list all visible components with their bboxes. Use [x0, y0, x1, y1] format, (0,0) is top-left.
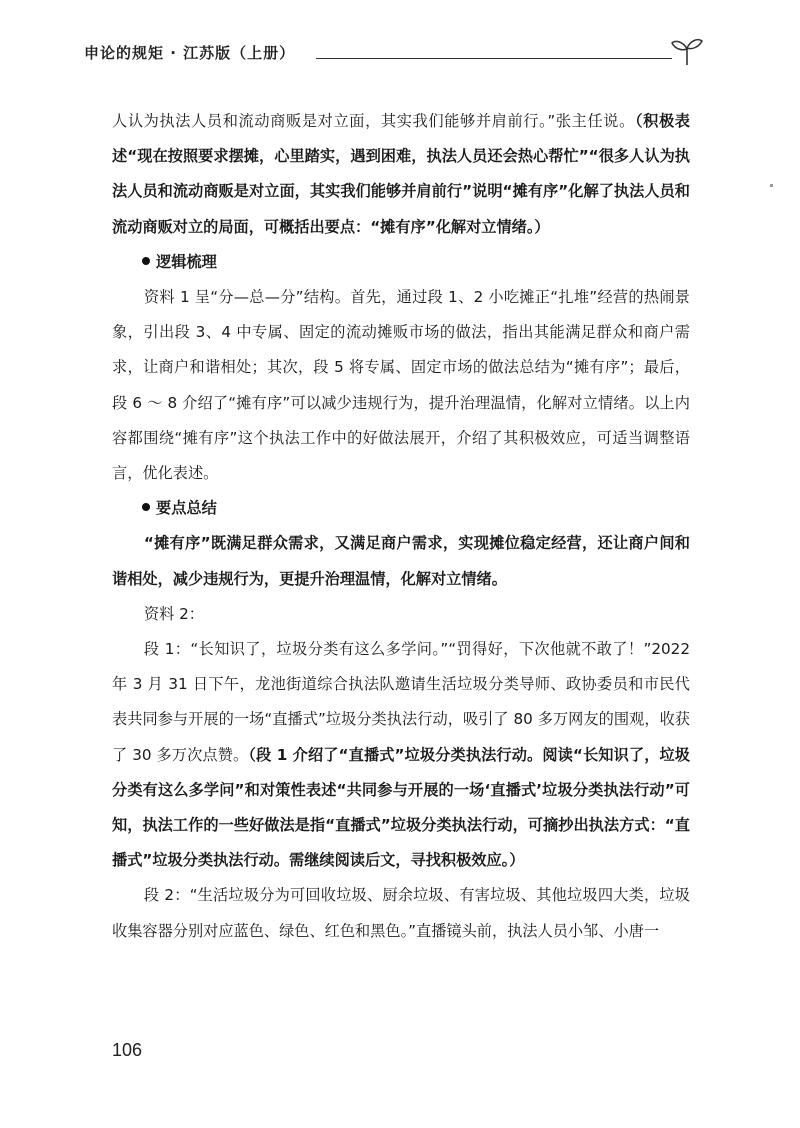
bullet-icon: [142, 257, 150, 265]
scan-speck: [770, 184, 773, 187]
paragraph-text: “摊有序”既满足群众需求，又满足商户需求，实现摊位稳定经营，还让商户间和谐相处，减少违规行为，更提升治理温情，化解对立情绪。: [112, 534, 690, 588]
bullet-icon: [142, 503, 150, 511]
page-body: [112, 104, 690, 949]
paragraph-text: 资料 1 呈“分—总—分”结构。首先，通过段 1、2 小吃摊正“扎堆”经营的热闹景象，引出段 3、4 中专属、固定的流动摊贩市场的做法，指出其能满足群众和商户需求，让商户和谐相处；其次，段 5 将专属、固定市场的做法总结为“摊有序”；最后，段 6 ～ 8 介绍了“摊有序”可以减少违规行为，提升治理温情，化解对立情绪。以上内容都围绕“摊有序”这个执法工作中的好做法展开，介绍了其积极效应，可适当调整语言，优化表述。: [112, 288, 690, 483]
paragraph-summary: [112, 526, 690, 596]
paragraph-text: 人认为执法人员和流动商贩是对立面，其实我们能够并肩前行。”张主任说。: [112, 112, 635, 130]
running-header: [84, 34, 724, 74]
section-heading-logic: [112, 245, 690, 280]
analysis-note: （积极表述“现在按照要求摆摊，心里踏实，遇到困难，执法人员还会热心帮忙”“很多人认为执法人员和流动商贩是对立面，其实我们能够并肩前行”说明“摊有序”化解了执法人员和流动商贩对立的局面，可概括出要点：“摊有序”化解对立情绪。）: [112, 112, 690, 236]
paragraph-material-2-label: [112, 597, 690, 632]
book-title: 申论的规矩 · 江苏版（上册）: [84, 44, 296, 62]
paragraph-logic: [112, 280, 690, 491]
page-number: 106: [112, 1040, 143, 1060]
paragraph-text: 资料 2：: [143, 604, 204, 623]
paragraph-1: [112, 104, 690, 245]
analysis-note: （段 1 介绍了“直播式”垃圾分类执法行动。阅读“长知识了，垃圾分类有这么多学问”和对策性表述“共同参与开展的一场‘直播式’垃圾分类执法行动”可知，执法工作的一些好做法是指“直播式”垃圾分类执法行动，可摘抄出执法方式：“直播式”垃圾分类执法行动。需继续阅读后文，寻找积极效应。）: [112, 745, 690, 870]
sprout-icon: [670, 36, 704, 66]
paragraph-segment-2: [112, 878, 690, 948]
section-heading-text: 要点总结: [156, 499, 217, 518]
paragraph-text: 段 2：“生活垃圾分为可回收垃圾、厨余垃圾、有害垃圾、其他垃圾四大类，垃圾收集容器分别对应蓝色、绿色、红色和黑色。”直播镜头前，执法人员小邹、小唐一: [112, 886, 690, 940]
section-heading-summary: [112, 491, 690, 526]
section-heading-text: 逻辑梳理: [156, 252, 217, 271]
paragraph-text: 段 1：“长知识了，垃圾分类有这么多学问。”“罚得好，下次他就不敢了！”2022 年 3 月 31 日下午，龙池街道综合执法队邀请生活垃圾分类导师、政协委员和市民代表共同参与开展的一场“直播式”垃圾分类执法行动，吸引了 80 多万网友的围观，收获了 30 多万次点赞。: [112, 640, 690, 764]
paragraph-segment-1: [112, 632, 690, 878]
header-rule: [316, 58, 672, 59]
